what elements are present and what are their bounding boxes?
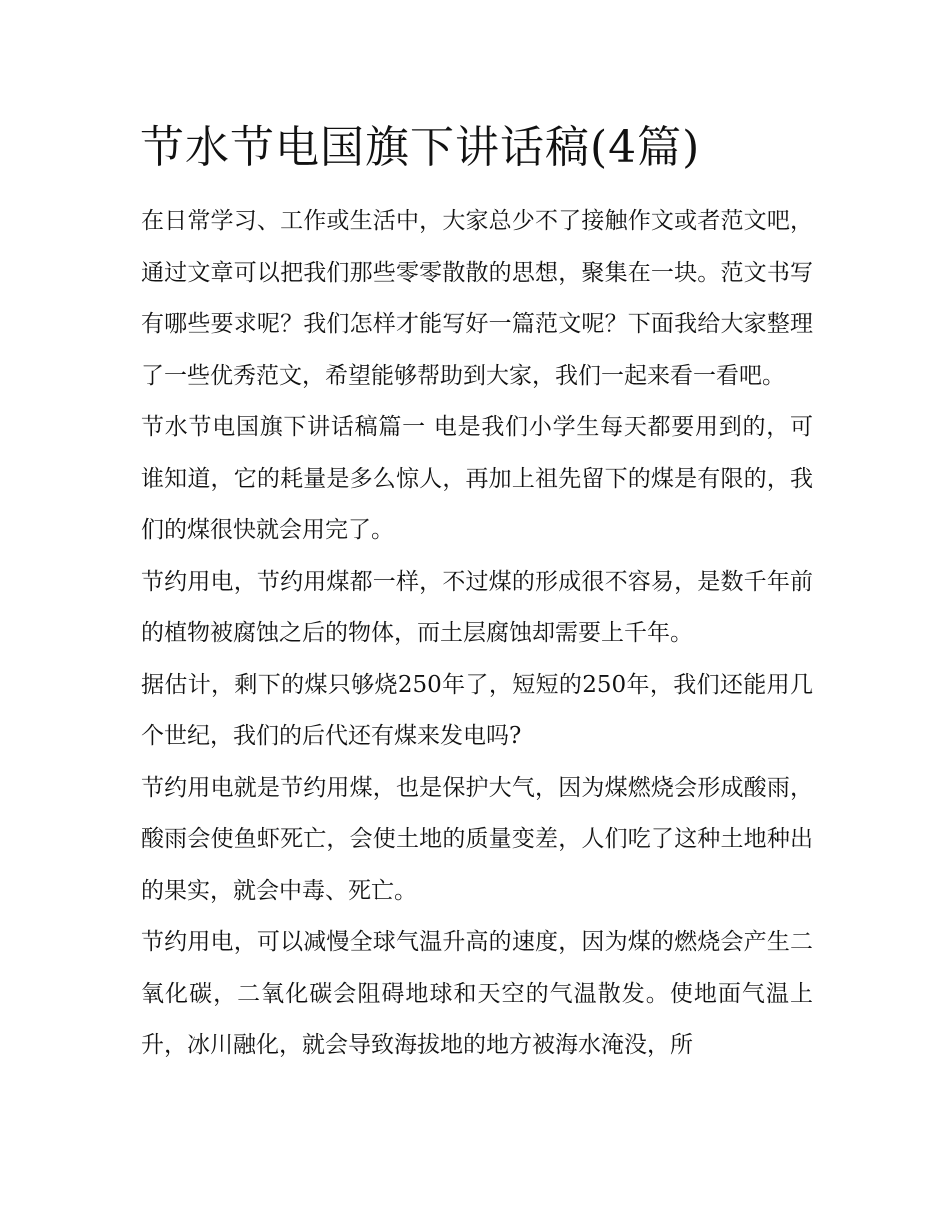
paragraph-acid-rain: 节约用电就是节约用煤，也是保护大气，因为煤燃烧会形成酸雨，酸雨会使鱼虾死亡，会使土地的质量变差，人们吃了这种土地种出的果实，就会中毒、死亡。	[141, 774, 813, 904]
paragraph-speech-one: 节水节电国旗下讲话稿篇一 电是我们小学生每天都要用到的，可谁知道，它的耗量是多么惊人，再加上祖先留下的煤是有限的，我们的煤很快就会用完了。	[141, 414, 813, 543]
document-title: 节水节电国旗下讲话稿(4篇)	[140, 122, 701, 173]
paragraph-coal-formation: 节约用电，节约用煤都一样，不过煤的形成很不容易，是数千年前的植物被腐蚀之后的物体，而土层腐蚀却需要上千年。	[141, 568, 813, 646]
paragraph-coal-estimate: 据估计，剩下的煤只够烧250年了，短短的250年，我们还能用几个世纪，我们的后代还有煤来发电吗?	[141, 671, 813, 749]
paragraph-intro: 在日常学习、工作或生活中，大家总少不了接触作文或者范文吧，通过文章可以把我们那些零零散散的思想，聚集在一块。范文书写有哪些要求呢？我们怎样才能写好一篇范文呢？下面我给大家整理了一些优秀范文，希望能够帮助到大家，我们一起来看一看吧。	[141, 208, 813, 389]
paragraph-global-warming: 节约用电，可以减慢全球气温升高的速度，因为煤的燃烧会产生二氧化碳，二氧化碳会阻碍地球和天空的气温散发。使地面气温上升，冰川融化，就会导致海拔地的地方被海水淹没，所	[141, 929, 813, 1058]
document-body	[141, 196, 813, 1072]
